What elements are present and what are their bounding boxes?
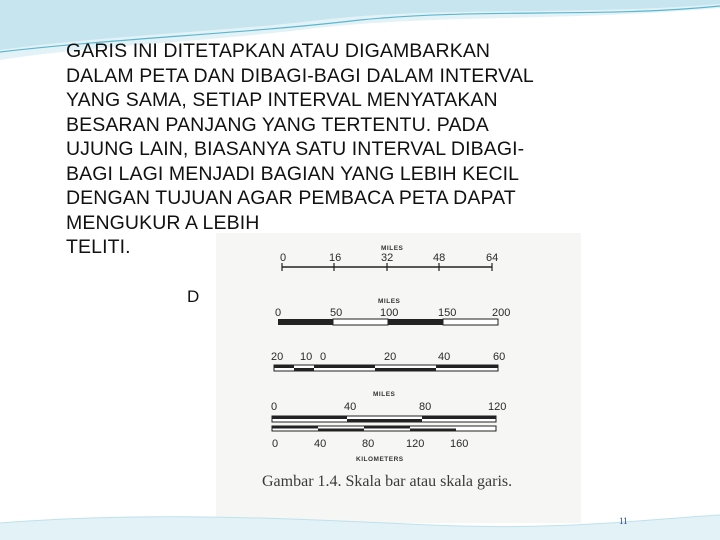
bar3-tick-label: 10	[300, 351, 313, 363]
bar5-segment	[272, 426, 318, 429]
bar1-tick-label: 64	[486, 252, 499, 264]
bar3-tick-label: 20	[271, 351, 284, 363]
body-paragraph: GARIS INI DITETAPKAN ATAU DIGAMBARKAN DALAM PETA DAN DIBAGI-BAGI DALAM INTERVAL YANG SAMA, SETIAP INTERVAL MENYATAKAN BESARAN PANJANG YANG TERTENTU. PADA UJUNG LAIN, BIASANYA SATU INTERVAL DIBAGI- BAGI LAGI MENJADI BAGIAN YANG LEBIH KECIL DENGAN TUJUAN AGAR PEMBACA PETA DAPAT MENGUKUR A LEBIH TELITI.	[66, 40, 534, 258]
bar5-tick-label: 40	[314, 438, 327, 450]
bar1-tick-label: 32	[381, 252, 394, 264]
bar1-tick-label: 0	[280, 252, 287, 264]
bar2-tick-label: 50	[330, 307, 343, 319]
bar2-tick-label: 0	[275, 307, 282, 319]
bar4-segment	[422, 416, 496, 419]
footer-wave-decoration	[0, 505, 720, 540]
bar3-tick-label: 40	[438, 351, 451, 363]
bar5-tick-label: 0	[272, 438, 279, 450]
bar5-segment	[318, 429, 364, 432]
bar4-unit-label: MILES	[373, 391, 396, 398]
bar2-segment	[388, 319, 443, 325]
page-number: 11	[619, 516, 628, 526]
bar3-segment	[375, 368, 436, 371]
bar5-tick-label: 80	[362, 438, 375, 450]
bar2-tick-label: 200	[492, 307, 511, 319]
bar5-tick-label: 120	[406, 438, 425, 450]
bar2-tick-label: 100	[380, 307, 399, 319]
bar4-segment	[272, 416, 347, 419]
bar3-segment	[436, 365, 498, 368]
bar3-segment	[314, 365, 375, 368]
bar1-unit-label: MILES	[381, 245, 404, 252]
bar5-segment	[410, 429, 456, 432]
bar2-segment	[443, 319, 498, 325]
bar1-tick-label: 16	[329, 252, 342, 264]
bullet-letter: D	[187, 287, 200, 306]
bar4-tick-label: 0	[271, 401, 278, 413]
bar5-unit-label: KILOMETERS	[356, 456, 404, 463]
bar2-segment	[278, 319, 333, 325]
bar2-unit-label: MILES	[378, 298, 401, 305]
bar1-tick-label: 48	[433, 252, 446, 264]
bar3-segment	[294, 368, 314, 371]
bar2-tick-label: 150	[438, 307, 457, 319]
bar5-tick-label: 160	[450, 438, 469, 450]
bar3-tick-label: 0	[320, 351, 327, 363]
bar3-segment	[274, 365, 294, 368]
bar4-tick-label: 120	[488, 401, 507, 413]
bar5-segment	[364, 426, 410, 429]
bar3-tick-label: 60	[493, 351, 506, 363]
figure-caption: Gambar 1.4. Skala bar atau skala garis.	[262, 473, 513, 490]
bar4-tick-label: 40	[344, 401, 357, 413]
bar4-tick-label: 80	[419, 401, 432, 413]
bar4-segment	[347, 419, 422, 422]
bar3-tick-label: 20	[384, 351, 397, 363]
bar2-segment	[333, 319, 388, 325]
